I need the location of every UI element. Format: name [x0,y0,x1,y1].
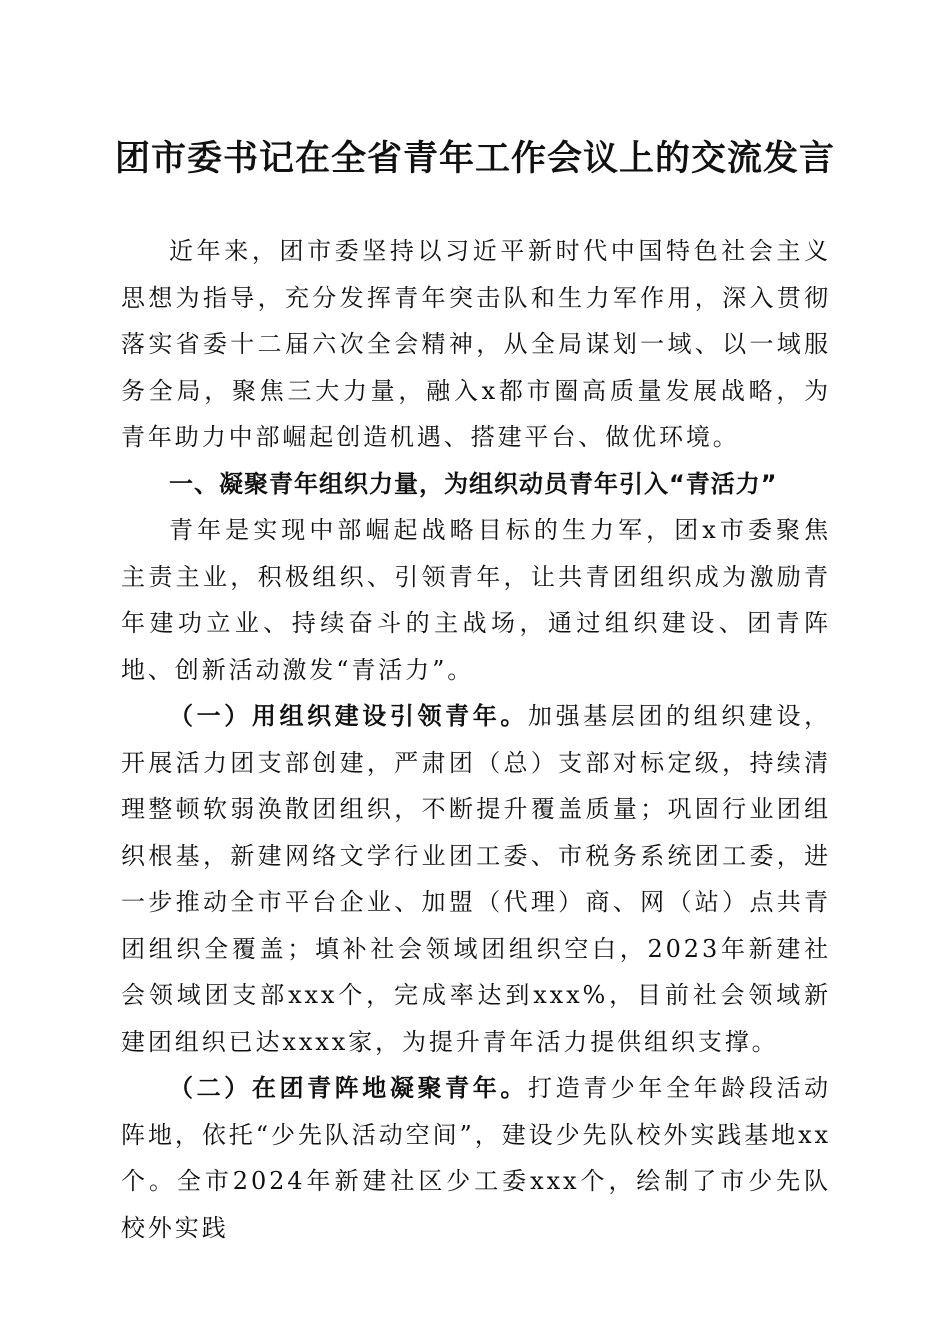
document-body [121,228,831,1251]
section-1-heading: 一、凝聚青年组织力量，为组织动员青年引入“青活力” [169,469,778,498]
document-title: 团市委书记在全省青年工作会议上的交流发言 [114,138,835,179]
intro-paragraph: 近年来，团市委坚持以习近平新时代中国特色社会主义思想为指导，充分发挥青年突击队和生力军作用，深入贯彻落实省委十二届六次全会精神，从全局谋划一域、以一域服务全局，聚焦三大力量，融入x都市圈高质量发展战略，为青年助力中部崛起创造机遇、搭建平台、做优环境。 [121,237,831,451]
item-1-text: 加强基层团的组织建设，开展活力团支部创建，严肃团（总）支部对标定级，持续清理整顿软弱涣散团组织，不断提升覆盖质量；巩固行业团组织根基，新建网络文学行业团工委、市税务系统团工委，进一步推动全市平台企业、加盟（代理）商、网（站）点共青团组织全覆盖；填补社会领域团组织空白，2023年新建社会领域团支部xxx个，完成率达到xxx%，目前社会领域新建团组织已达xxxx家，为提升青年活力提供组织支撑。 [121,702,831,1056]
item-1-heading: （一）用组织建设引领青年。 [169,701,528,730]
section-1-intro-paragraph: 青年是实现中部崛起战略目标的生力军，团x市委聚焦主责主业，积极组织、引领青年，让共青团组织成为激励青年建功立业、持续奋斗的主战场，通过组织建设、团青阵地、创新活动激发“青活力”。 [121,516,831,684]
item-1-paragraph [121,693,831,1065]
item-2-heading: （二）在团青阵地凝聚青年。 [169,1073,528,1102]
item-2-paragraph [121,1065,831,1251]
item-2-text: 打造青少年全年龄段活动阵地，依托“少先队活动空间”，建设少先队校外实践基地xx个。全市2024年新建社区少工委xxx个，绘制了市少先队校外实践 [121,1074,831,1242]
